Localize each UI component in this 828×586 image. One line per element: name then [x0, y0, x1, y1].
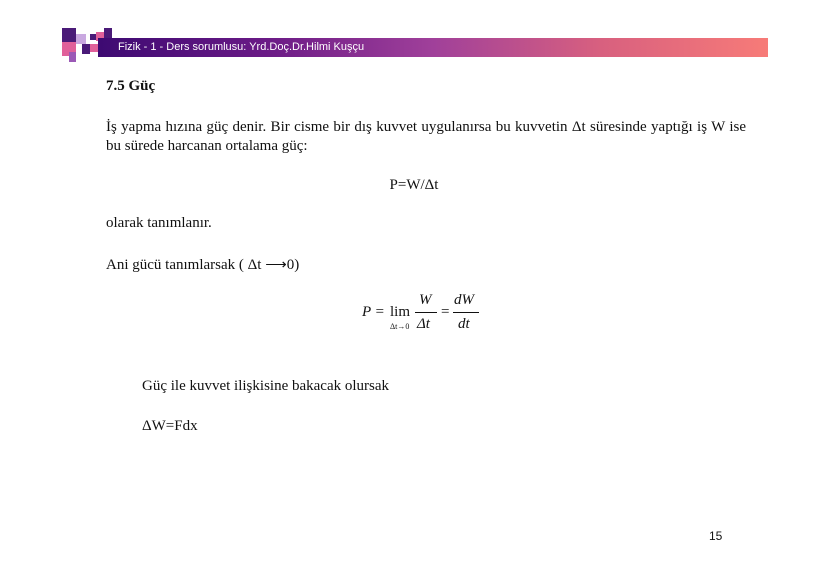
work-formula: ΔW=Fdx — [142, 418, 198, 434]
section-heading: 7.5 Güç — [106, 78, 156, 94]
formula-num1: W — [419, 292, 432, 308]
relation-line: Güç ile kuvvet ilişkisine bakacak olursak — [142, 378, 390, 394]
formula-lim: lim — [390, 304, 411, 320]
header-title: Fizik - 1 - Ders sorumlusu: Yrd.Doç.Dr.Hilmi Kuşçu — [118, 41, 365, 53]
page-number: 15 — [709, 529, 723, 543]
formula-den2: dt — [458, 316, 470, 332]
fraction-bar-2 — [453, 312, 479, 313]
fraction-bar-1 — [415, 312, 437, 313]
average-power-formula: P=W/Δt — [389, 177, 439, 193]
formula-eq: = — [441, 304, 450, 320]
formula-lhs: P = — [362, 304, 385, 320]
defined-line: olarak tanımlanır. — [106, 215, 212, 231]
instant-power-line: Ani gücü tanımlarsak ( Δt ⟶0) — [106, 257, 300, 273]
formula-lim-sub: Δt→0 — [390, 322, 410, 331]
formula-den1: Δt — [417, 316, 430, 332]
intro-paragraph: İş yapma hızına güç denir. Bir cisme bir dış kuvvet uygulanırsa bu kuvvetin Δt süresinde yaptığı iş W ise bu sürede harcanan ortalama güç: — [106, 119, 746, 154]
formula-num2: dW — [454, 292, 474, 308]
